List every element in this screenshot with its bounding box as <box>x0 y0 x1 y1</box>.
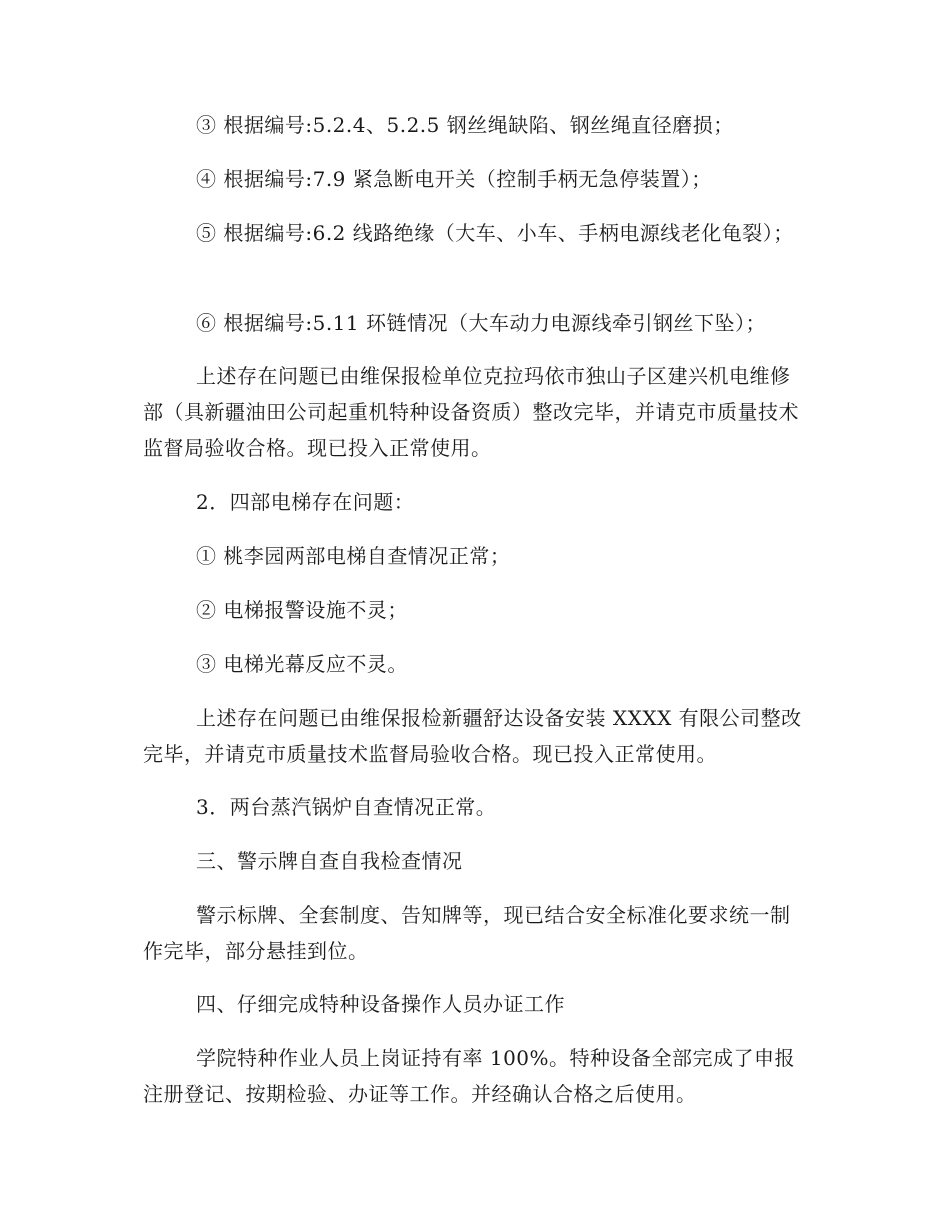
paragraph-elevator-item-2: ② 电梯报警设施不灵； <box>196 598 408 622</box>
heading-elevator-issues: 2．四部电梯存在问题： <box>196 490 415 514</box>
paragraph-elevator-rectification: 上述存在问题已由维保报检新疆舒达设备安装 XXXX 有限公司整改完毕，并请克市质量技术监督局验收合格。现已投入正常使用。 <box>143 706 802 766</box>
heading-operator-certification: 四、仔细完成特种设备操作人员办证工作 <box>196 992 565 1016</box>
paragraph-crane-rectification: 上述存在问题已由维保报检单位克拉玛依市独山子区建兴机电维修部（具新疆油田公司起重机特种设备资质）整改完毕，并请克市质量技术监督局验收合格。现已投入正常使用。 <box>143 364 799 460</box>
paragraph-item-6-chain: ⑥ 根据编号:5.11 环链情况（大车动力电源线牵引钢丝下坠）； <box>196 311 766 335</box>
paragraph-warning-signs: 警示标牌、全套制度、告知牌等，现已结合安全标准化要求统一制作完毕，部分悬挂到位。 <box>143 903 791 963</box>
paragraph-elevator-item-1: ① 桃李园两部电梯自查情况正常； <box>196 544 511 568</box>
heading-boiler-status: 3．两台蒸汽锅炉自查情况正常。 <box>196 795 497 819</box>
paragraph-elevator-item-3: ③ 电梯光幕反应不灵。 <box>196 652 408 676</box>
heading-warning-signs: 三、警示牌自查自我检查情况 <box>196 849 463 873</box>
paragraph-item-5-line-insulation: ⑤ 根据编号:6.2 线路绝缘（大车、小车、手柄电源线老化龟裂）； <box>196 221 794 245</box>
paragraph-item-4-emergency-switch: ④ 根据编号:7.9 紧急断电开关（控制手柄无急停装置）； <box>196 167 712 191</box>
paragraph-certification-rate: 学院特种作业人员上岗证持有率 100%。特种设备全部完成了申报注册登记、按期检验、办证等工作。并经确认合格之后使用。 <box>143 1046 796 1106</box>
paragraph-item-3-wire-rope: ③ 根据编号:5.2.4、5.2.5 钢丝绳缺陷、钢丝绳直径磨损； <box>196 113 734 137</box>
